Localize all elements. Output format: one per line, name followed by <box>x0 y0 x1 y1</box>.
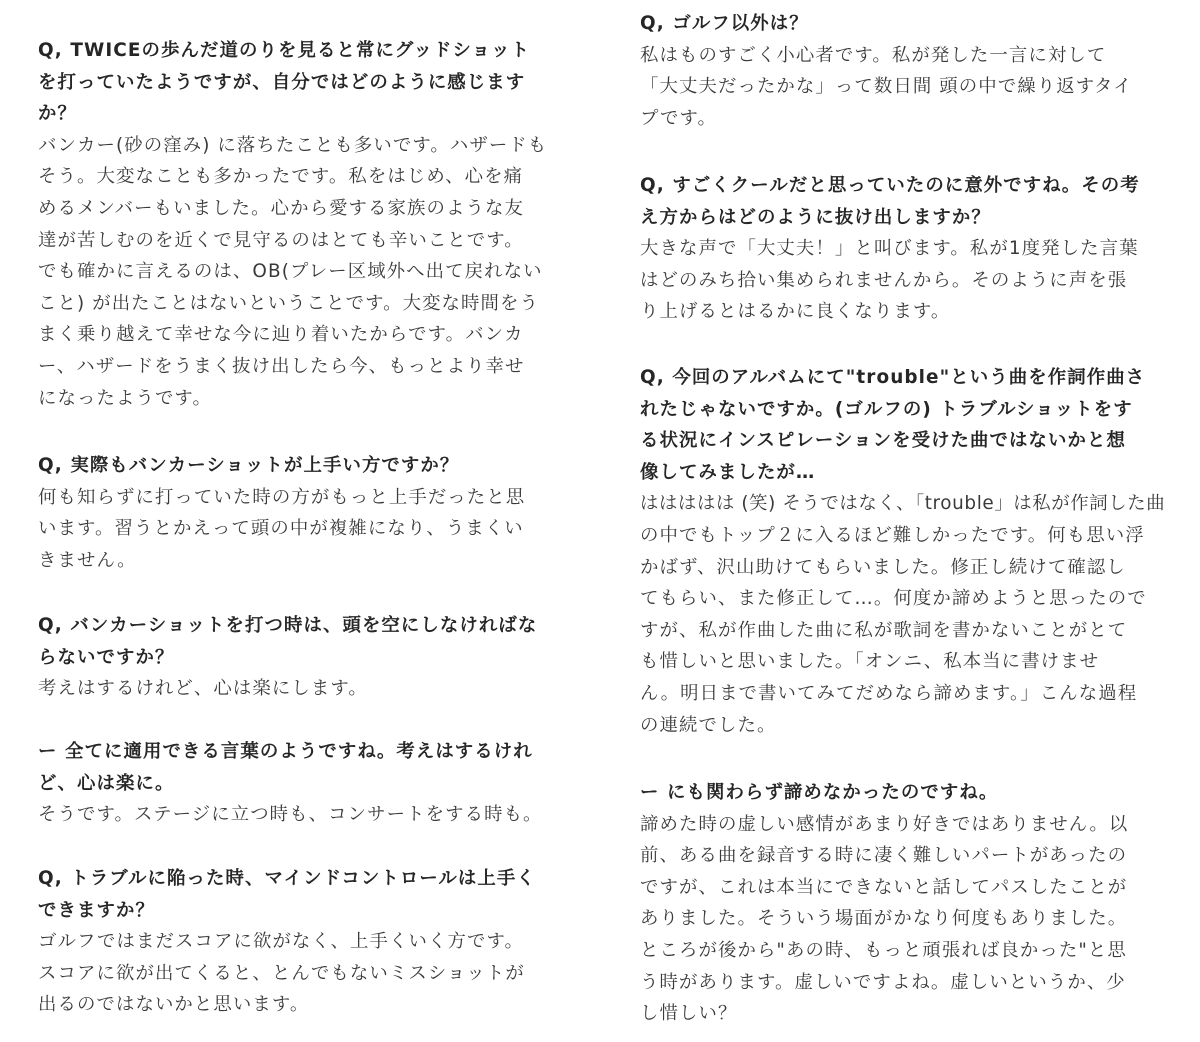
answer-line: はどのみち拾い集められませんから。そのように声を張 <box>640 269 1128 291</box>
answer-line: でも確かに言えるのは、OB(プレー区域外へ出て戻れない <box>38 261 543 283</box>
question-line: 像してみましたが… <box>640 461 816 483</box>
qa-block-cool-image <box>640 170 1168 328</box>
question-line: か？ <box>38 103 77 125</box>
answer-line: てもらい、また修正して…。何度か諦めようと思ったので <box>640 588 1147 610</box>
question-line: ー にも関わらず諦めなかったのですね。 <box>640 782 999 803</box>
qa-block-twice-journey <box>38 35 574 414</box>
answer-line: り上げるとはるかに良くなります。 <box>640 301 951 323</box>
question-line: Q, トラブルに陥った時、マインドコントロールは上手く <box>38 868 536 889</box>
qa-block-empty-mind <box>38 610 574 705</box>
answer-line: めるメンバーもいました。心から愛する家族のような友 <box>38 197 524 219</box>
answer-line: きません。 <box>38 549 137 571</box>
answer-line: ですが、これは本当にできないと話してパスしたことが <box>640 876 1128 898</box>
answer-line: になったようです。 <box>38 387 212 409</box>
question-line: る状況にインスピレーションを受けた曲ではないかと想 <box>640 430 1126 452</box>
answer-line: 考えはするけれど、心は楽にします。 <box>38 678 368 700</box>
qa-block-universal-words <box>38 736 574 831</box>
answer-line: ははははは (笑) そうではなく、「trouble」は私が作詞した曲 <box>640 493 1166 515</box>
answer-line: かばず、沢山助けてもらいました。修正し続けて確認し <box>640 556 1126 578</box>
answer-line: まく乗り越えて幸せな今に辿り着いたからです。バンカ <box>38 324 524 346</box>
qa-block-trouble-song <box>640 362 1168 741</box>
question-line: Q, バンカーショットを打つ時は、頭を空にしなければな <box>38 615 538 636</box>
qa-block-bunker-shot <box>38 450 574 576</box>
question-line: Q, すごくクールだと思っていたのに意外ですね。その考 <box>640 175 1140 196</box>
answer-line: そうです。ステージに立つ時も、コンサートをする時も。 <box>38 804 543 826</box>
question-line: Q, 実際もバンカーショットが上手い方ですか？ <box>38 455 460 476</box>
answer-line: 達が苦しむのを近くで見守るのはとても辛いことです。 <box>38 229 524 251</box>
answer-line: し惜しい？ <box>640 1003 738 1025</box>
answer-line: 私はものすごく小心者です。私が発した一言に対して <box>640 44 1107 66</box>
answer-line: ありました。そういう場面がかなり何度もありました。 <box>640 908 1128 930</box>
answer-line: そう。大変なことも多かったです。私をはじめ、心を痛 <box>38 166 524 188</box>
question-line: ど、心は楽に。 <box>38 772 175 794</box>
answer-line: ん。明日まで書いてみてだめなら諦めます。」こんな過程 <box>640 682 1138 704</box>
question-line: らないですか？ <box>38 646 175 668</box>
question-line: れたじゃないですか。(ゴルフの) トラブルショットをす <box>640 398 1133 420</box>
question-line: ー 全てに適用できる言葉のようですね。考えはするけれ <box>38 741 533 762</box>
answer-line: の連続でした。 <box>640 714 777 736</box>
answer-line: ー、ハザードをうまく抜け出したら今、もっとより幸せ <box>38 355 525 377</box>
answer-line: こと) が出たことはないということです。大変な時間をう <box>38 292 540 314</box>
answer-line: 出るのではないかと思います。 <box>38 994 310 1016</box>
qa-block-mind-control <box>38 863 574 1021</box>
question-line: できますか？ <box>38 899 155 921</box>
answer-line: の中でもトップ２に入るほど難しかったです。何も思い浮 <box>640 524 1145 546</box>
answer-line: スコアに欲が出てくると、とんでもないミスショットが <box>38 962 525 984</box>
answer-line: 諦めた時の虚しい感情があまり好きではありません。以 <box>640 813 1129 835</box>
qa-block-besides-golf <box>640 8 1168 134</box>
answer-line: すが、私が作曲した曲に私が歌詞を書かないことがとて <box>640 619 1128 641</box>
answer-line: ゴルフではまだスコアに欲がなく、上手くいく方です。 <box>38 931 524 953</box>
question-line: Q, TWICEの歩んだ道のりを見ると常にグッドショット <box>38 40 531 61</box>
answer-line: う時があります。虚しいですよね。虚しいというか、少 <box>640 971 1126 993</box>
answer-line: ところが後から"あの時、もっと頑張れば良かった"と思 <box>640 939 1127 961</box>
question-line: Q, 今回のアルバムにて"trouble"という曲を作詞作曲さ <box>640 367 1146 388</box>
answer-line: も惜しいと思いました。「オンニ、私本当に書けませ <box>640 651 1100 673</box>
answer-line: 「大丈夫だったかな」って数日間 頭の中で繰り返すタイ <box>640 76 1133 98</box>
answer-line: います。習うとかえって頭の中が複雑になり、うまくい <box>38 518 524 540</box>
question-line: Q, ゴルフ以外は？ <box>640 13 809 34</box>
question-line: え方からはどのように抜け出しますか？ <box>640 206 991 228</box>
answer-line: 前、ある曲を録音する時に凄く難しいパートがあったの <box>640 845 1128 867</box>
question-line: を打っていたようですが、自分ではどのように感じます <box>38 71 526 93</box>
answer-line: 何も知らずに打っていた時の方がもっと上手だったと思 <box>38 486 526 508</box>
qa-block-never-gave-up <box>640 777 1168 1030</box>
answer-line: プです。 <box>640 107 718 129</box>
answer-line: バンカー(砂の窪み) に落ちたことも多いです。ハザードも <box>38 134 548 156</box>
answer-line: 大きな声で「大丈夫！」と叫びます。私が1度発した言葉 <box>640 238 1139 260</box>
